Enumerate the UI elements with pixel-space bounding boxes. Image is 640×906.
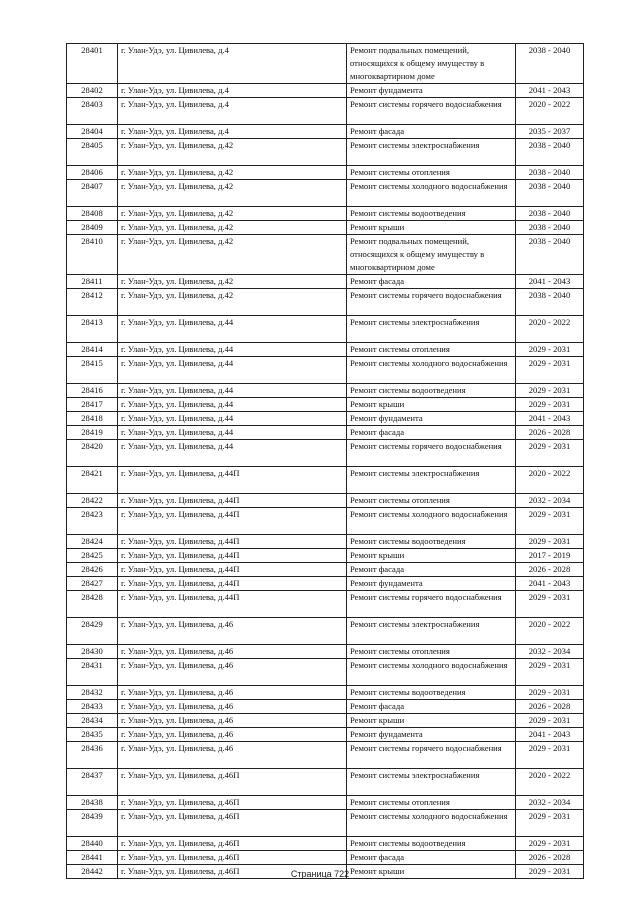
- work-type-cell: Ремонт системы электроснабжения: [347, 467, 516, 494]
- address-cell: г. Улан-Удэ, ул. Цивилева, д.46: [118, 645, 347, 659]
- period-cell: 2035 - 2037: [516, 125, 584, 139]
- period-cell: 2020 - 2022: [516, 769, 584, 796]
- table-row: [67, 166, 584, 180]
- record-id-cell: 28410: [67, 235, 118, 275]
- address-cell: г. Улан-Удэ, ул. Цивилева, д.42: [118, 289, 347, 316]
- period-cell: 2041 - 2043: [516, 84, 584, 98]
- period-cell: 2041 - 2043: [516, 728, 584, 742]
- address-cell: г. Улан-Удэ, ул. Цивилева, д.44: [118, 343, 347, 357]
- period-cell: 2038 - 2040: [516, 180, 584, 207]
- table-row: [67, 714, 584, 728]
- address-cell: г. Улан-Удэ, ул. Цивилева, д.44: [118, 412, 347, 426]
- address-cell: г. Улан-Удэ, ул. Цивилева, д.46П: [118, 837, 347, 851]
- work-type-cell: Ремонт системы горячего водоснабжения: [347, 742, 516, 769]
- table-row: [67, 591, 584, 618]
- table-row: [67, 700, 584, 714]
- work-type-cell: Ремонт фасада: [347, 700, 516, 714]
- period-cell: 2041 - 2043: [516, 412, 584, 426]
- work-type-cell: Ремонт системы водоотведения: [347, 207, 516, 221]
- table-row: [67, 343, 584, 357]
- period-cell: 2029 - 2031: [516, 591, 584, 618]
- address-cell: г. Улан-Удэ, ул. Цивилева, д.46: [118, 618, 347, 645]
- record-id-cell: 28424: [67, 535, 118, 549]
- work-type-cell: Ремонт системы электроснабжения: [347, 769, 516, 796]
- record-id-cell: 28407: [67, 180, 118, 207]
- period-cell: 2029 - 2031: [516, 535, 584, 549]
- address-cell: г. Улан-Удэ, ул. Цивилева, д.46: [118, 714, 347, 728]
- record-id-cell: 28406: [67, 166, 118, 180]
- record-id-cell: 28429: [67, 618, 118, 645]
- record-id-cell: 28419: [67, 426, 118, 440]
- period-cell: 2038 - 2040: [516, 221, 584, 235]
- record-id-cell: 28420: [67, 440, 118, 467]
- period-cell: 2020 - 2022: [516, 618, 584, 645]
- address-cell: г. Улан-Удэ, ул. Цивилева, д.44: [118, 384, 347, 398]
- period-cell: 2038 - 2040: [516, 44, 584, 84]
- work-type-cell: Ремонт системы электроснабжения: [347, 316, 516, 343]
- work-type-cell: Ремонт системы горячего водоснабжения: [347, 289, 516, 316]
- period-cell: 2026 - 2028: [516, 563, 584, 577]
- record-id-cell: 28412: [67, 289, 118, 316]
- address-cell: г. Улан-Удэ, ул. Цивилева, д.42: [118, 235, 347, 275]
- work-type-cell: Ремонт системы отопления: [347, 494, 516, 508]
- period-cell: 2032 - 2034: [516, 796, 584, 810]
- period-cell: 2038 - 2040: [516, 207, 584, 221]
- record-id-cell: 28411: [67, 275, 118, 289]
- period-cell: 2041 - 2043: [516, 577, 584, 591]
- record-id-cell: 28431: [67, 659, 118, 686]
- table-row: [67, 508, 584, 535]
- record-id-cell: 28435: [67, 728, 118, 742]
- address-cell: г. Улан-Удэ, ул. Цивилева, д.4: [118, 44, 347, 84]
- address-cell: г. Улан-Удэ, ул. Цивилева, д.46П: [118, 796, 347, 810]
- table-row: [67, 84, 584, 98]
- work-type-cell: Ремонт подвальных помещений, относящихся к общему имуществу в многоквартирном доме: [347, 235, 516, 275]
- address-cell: г. Улан-Удэ, ул. Цивилева, д.44П: [118, 577, 347, 591]
- work-type-cell: Ремонт системы водоотведения: [347, 535, 516, 549]
- record-id-cell: 28402: [67, 84, 118, 98]
- work-type-cell: Ремонт фасада: [347, 275, 516, 289]
- address-cell: г. Улан-Удэ, ул. Цивилева, д.46: [118, 742, 347, 769]
- period-cell: 2026 - 2028: [516, 700, 584, 714]
- work-type-cell: Ремонт системы отопления: [347, 166, 516, 180]
- table-row: [67, 235, 584, 275]
- period-cell: 2029 - 2031: [516, 398, 584, 412]
- record-id-cell: 28437: [67, 769, 118, 796]
- period-cell: 2041 - 2043: [516, 275, 584, 289]
- table-row: [67, 686, 584, 700]
- period-cell: 2038 - 2040: [516, 235, 584, 275]
- address-cell: г. Улан-Удэ, ул. Цивилева, д.46П: [118, 851, 347, 865]
- work-type-cell: Ремонт системы отопления: [347, 343, 516, 357]
- record-id-cell: 28440: [67, 837, 118, 851]
- work-type-cell: Ремонт фасада: [347, 426, 516, 440]
- table-row: [67, 384, 584, 398]
- work-type-cell: Ремонт фундамента: [347, 577, 516, 591]
- table-row: [67, 467, 584, 494]
- work-type-cell: Ремонт крыши: [347, 221, 516, 235]
- work-type-cell: Ремонт системы холодного водоснабжения: [347, 180, 516, 207]
- record-id-cell: 28442: [67, 865, 118, 879]
- period-cell: 2026 - 2028: [516, 851, 584, 865]
- period-cell: 2032 - 2034: [516, 494, 584, 508]
- work-type-cell: Ремонт системы горячего водоснабжения: [347, 98, 516, 125]
- period-cell: 2029 - 2031: [516, 810, 584, 837]
- table-row: [67, 645, 584, 659]
- address-cell: г. Улан-Удэ, ул. Цивилева, д.44П: [118, 494, 347, 508]
- work-type-cell: Ремонт системы водоотведения: [347, 384, 516, 398]
- table-row: [67, 275, 584, 289]
- work-type-cell: Ремонт фасада: [347, 851, 516, 865]
- period-cell: 2029 - 2031: [516, 357, 584, 384]
- work-type-cell: Ремонт системы водоотведения: [347, 686, 516, 700]
- address-cell: г. Улан-Удэ, ул. Цивилева, д.42: [118, 180, 347, 207]
- period-cell: 2029 - 2031: [516, 384, 584, 398]
- record-id-cell: 28415: [67, 357, 118, 384]
- work-type-cell: Ремонт системы электроснабжения: [347, 618, 516, 645]
- record-id-cell: 28418: [67, 412, 118, 426]
- address-cell: г. Улан-Удэ, ул. Цивилева, д.46П: [118, 865, 347, 879]
- table-row: [67, 426, 584, 440]
- record-id-cell: 28433: [67, 700, 118, 714]
- work-type-cell: Ремонт фундамента: [347, 412, 516, 426]
- record-id-cell: 28405: [67, 139, 118, 166]
- address-cell: г. Улан-Удэ, ул. Цивилева, д.42: [118, 221, 347, 235]
- period-cell: 2029 - 2031: [516, 742, 584, 769]
- work-type-cell: Ремонт системы электроснабжения: [347, 139, 516, 166]
- work-type-cell: Ремонт системы горячего водоснабжения: [347, 591, 516, 618]
- page-number: Страница 722: [290, 869, 350, 879]
- work-type-cell: Ремонт фасада: [347, 563, 516, 577]
- work-type-cell: Ремонт подвальных помещений, относящихся к общему имуществу в многоквартирном доме: [347, 44, 516, 84]
- period-cell: 2020 - 2022: [516, 316, 584, 343]
- record-id-cell: 28423: [67, 508, 118, 535]
- table-row: [67, 810, 584, 837]
- address-cell: г. Улан-Удэ, ул. Цивилева, д.46: [118, 686, 347, 700]
- address-cell: г. Улан-Удэ, ул. Цивилева, д.46: [118, 728, 347, 742]
- address-cell: г. Улан-Удэ, ул. Цивилева, д.44П: [118, 508, 347, 535]
- work-type-cell: Ремонт крыши: [347, 398, 516, 412]
- period-cell: 2029 - 2031: [516, 686, 584, 700]
- period-cell: 2017 - 2019: [516, 549, 584, 563]
- period-cell: 2029 - 2031: [516, 865, 584, 879]
- record-id-cell: 28434: [67, 714, 118, 728]
- table-row: [67, 549, 584, 563]
- record-id-cell: 28421: [67, 467, 118, 494]
- record-id-cell: 28403: [67, 98, 118, 125]
- table-row: [67, 440, 584, 467]
- repair-schedule-table: [66, 43, 584, 879]
- table-row: [67, 398, 584, 412]
- record-id-cell: 28404: [67, 125, 118, 139]
- address-cell: г. Улан-Удэ, ул. Цивилева, д.44: [118, 398, 347, 412]
- work-type-cell: Ремонт системы горячего водоснабжения: [347, 440, 516, 467]
- record-id-cell: 28426: [67, 563, 118, 577]
- work-type-cell: Ремонт системы водоотведения: [347, 837, 516, 851]
- table-row: [67, 494, 584, 508]
- address-cell: г. Улан-Удэ, ул. Цивилева, д.46П: [118, 810, 347, 837]
- work-type-cell: Ремонт крыши: [347, 865, 516, 879]
- period-cell: 2029 - 2031: [516, 714, 584, 728]
- table-row: [67, 180, 584, 207]
- address-cell: г. Улан-Удэ, ул. Цивилева, д.44П: [118, 563, 347, 577]
- work-type-cell: Ремонт системы отопления: [347, 796, 516, 810]
- period-cell: 2020 - 2022: [516, 467, 584, 494]
- table-row: [67, 563, 584, 577]
- address-cell: г. Улан-Удэ, ул. Цивилева, д.44П: [118, 549, 347, 563]
- record-id-cell: 28436: [67, 742, 118, 769]
- table-row: [67, 659, 584, 686]
- period-cell: 2029 - 2031: [516, 837, 584, 851]
- table-row: [67, 535, 584, 549]
- work-type-cell: Ремонт системы холодного водоснабжения: [347, 659, 516, 686]
- record-id-cell: 28409: [67, 221, 118, 235]
- address-cell: г. Улан-Удэ, ул. Цивилева, д.46П: [118, 769, 347, 796]
- address-cell: г. Улан-Удэ, ул. Цивилева, д.44П: [118, 535, 347, 549]
- address-cell: г. Улан-Удэ, ул. Цивилева, д.46: [118, 659, 347, 686]
- record-id-cell: 28428: [67, 591, 118, 618]
- period-cell: 2029 - 2031: [516, 508, 584, 535]
- period-cell: 2038 - 2040: [516, 166, 584, 180]
- table-row: [67, 769, 584, 796]
- table-row: [67, 837, 584, 851]
- address-cell: г. Улан-Удэ, ул. Цивилева, д.4: [118, 125, 347, 139]
- address-cell: г. Улан-Удэ, ул. Цивилева, д.46: [118, 700, 347, 714]
- table-row: [67, 728, 584, 742]
- work-type-cell: Ремонт фасада: [347, 125, 516, 139]
- table-row: [67, 851, 584, 865]
- table-row: [67, 577, 584, 591]
- table-row: [67, 207, 584, 221]
- record-id-cell: 28401: [67, 44, 118, 84]
- address-cell: г. Улан-Удэ, ул. Цивилева, д.4: [118, 84, 347, 98]
- address-cell: г. Улан-Удэ, ул. Цивилева, д.44П: [118, 467, 347, 494]
- table-row: [67, 44, 584, 84]
- table-row: [67, 357, 584, 384]
- address-cell: г. Улан-Удэ, ул. Цивилева, д.44: [118, 316, 347, 343]
- table-row: [67, 796, 584, 810]
- table-body: [67, 44, 584, 879]
- table-row: [67, 412, 584, 426]
- record-id-cell: 28439: [67, 810, 118, 837]
- work-type-cell: Ремонт фундамента: [347, 84, 516, 98]
- record-id-cell: 28425: [67, 549, 118, 563]
- table-row: [67, 742, 584, 769]
- table-row: [67, 98, 584, 125]
- address-cell: г. Улан-Удэ, ул. Цивилева, д.44: [118, 426, 347, 440]
- record-id-cell: 28441: [67, 851, 118, 865]
- record-id-cell: 28408: [67, 207, 118, 221]
- record-id-cell: 28414: [67, 343, 118, 357]
- table-row: [67, 316, 584, 343]
- period-cell: 2026 - 2028: [516, 426, 584, 440]
- record-id-cell: 28430: [67, 645, 118, 659]
- period-cell: 2038 - 2040: [516, 139, 584, 166]
- period-cell: 2032 - 2034: [516, 645, 584, 659]
- record-id-cell: 28417: [67, 398, 118, 412]
- record-id-cell: 28432: [67, 686, 118, 700]
- work-type-cell: Ремонт системы отопления: [347, 645, 516, 659]
- work-type-cell: Ремонт системы холодного водоснабжения: [347, 810, 516, 837]
- address-cell: г. Улан-Удэ, ул. Цивилева, д.42: [118, 139, 347, 166]
- period-cell: 2029 - 2031: [516, 343, 584, 357]
- table-row: [67, 289, 584, 316]
- record-id-cell: 28422: [67, 494, 118, 508]
- record-id-cell: 28438: [67, 796, 118, 810]
- address-cell: г. Улан-Удэ, ул. Цивилева, д.44: [118, 357, 347, 384]
- table-row: [67, 139, 584, 166]
- address-cell: г. Улан-Удэ, ул. Цивилева, д.42: [118, 275, 347, 289]
- record-id-cell: 28416: [67, 384, 118, 398]
- period-cell: 2029 - 2031: [516, 659, 584, 686]
- record-id-cell: 28427: [67, 577, 118, 591]
- period-cell: 2038 - 2040: [516, 289, 584, 316]
- address-cell: г. Улан-Удэ, ул. Цивилева, д.42: [118, 207, 347, 221]
- period-cell: 2029 - 2031: [516, 440, 584, 467]
- period-cell: 2020 - 2022: [516, 98, 584, 125]
- work-type-cell: Ремонт фундамента: [347, 728, 516, 742]
- table-row: [67, 221, 584, 235]
- address-cell: г. Улан-Удэ, ул. Цивилева, д.42: [118, 166, 347, 180]
- work-type-cell: Ремонт крыши: [347, 549, 516, 563]
- table-row: [67, 125, 584, 139]
- work-type-cell: Ремонт системы холодного водоснабжения: [347, 357, 516, 384]
- address-cell: г. Улан-Удэ, ул. Цивилева, д.44: [118, 440, 347, 467]
- work-type-cell: Ремонт крыши: [347, 714, 516, 728]
- record-id-cell: 28413: [67, 316, 118, 343]
- address-cell: г. Улан-Удэ, ул. Цивилева, д.4: [118, 98, 347, 125]
- address-cell: г. Улан-Удэ, ул. Цивилева, д.44П: [118, 591, 347, 618]
- work-type-cell: Ремонт системы холодного водоснабжения: [347, 508, 516, 535]
- table-row: [67, 618, 584, 645]
